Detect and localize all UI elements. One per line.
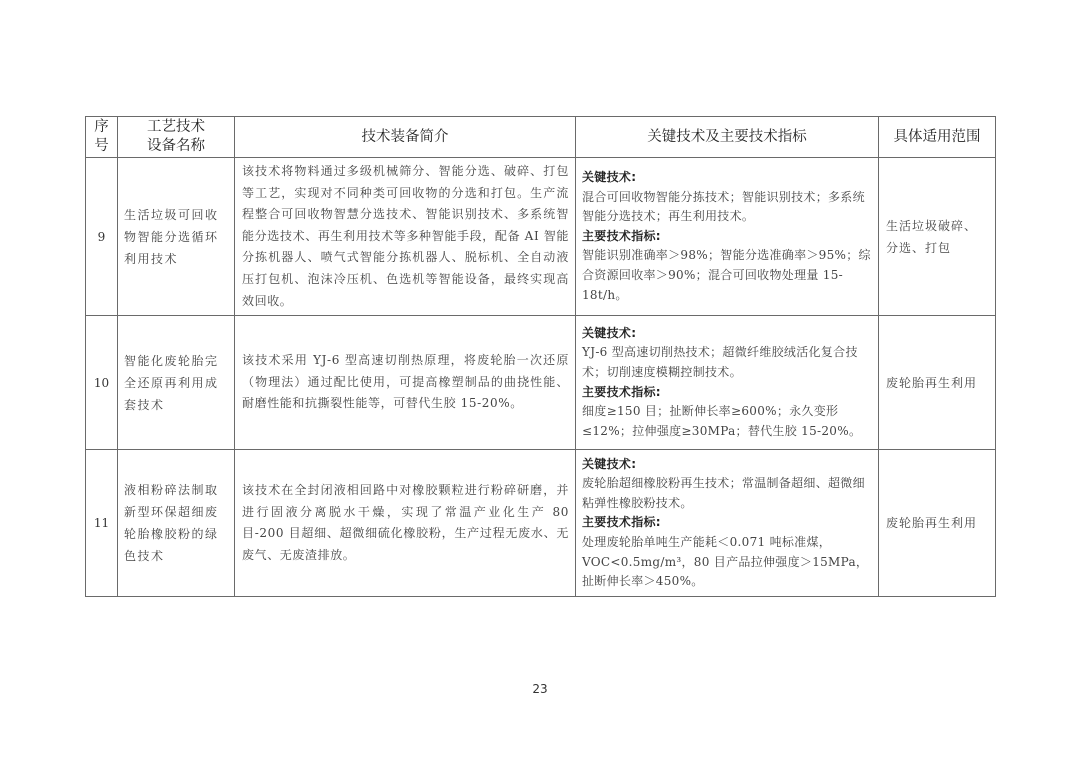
row-scope: 废轮胎再生利用	[879, 450, 996, 597]
technology-table	[85, 116, 996, 597]
row-number: 9	[86, 158, 118, 316]
row-scope: 生活垃圾破碎、分选、打包	[879, 158, 996, 316]
table-row	[86, 158, 996, 316]
key-tech-text: 混合可回收物智能分拣技术；智能识别技术；多系统智能分选技术；再生利用技术。	[582, 189, 865, 224]
key-tech-text: YJ-6 型高速切削热技术；超微纤维胶绒活化复合技术；切削速度模糊控制技术。	[582, 345, 858, 380]
metrics-text: 智能识别准确率＞98%；智能分选准确率＞95%；综合资源回收率＞90%；混合可回收物处理量 15-18t/h。	[582, 248, 871, 302]
header-key-tech: 关键技术及主要技术指标	[576, 117, 879, 158]
metrics-label: 主要技术指标:	[582, 515, 661, 530]
row-tech-name: 液相粉碎法制取新型环保超细废轮胎橡胶粉的绿色技术	[118, 450, 235, 597]
key-tech-label: 关键技术:	[582, 456, 637, 471]
page-number: 23	[532, 682, 548, 696]
key-tech-label: 关键技术:	[582, 325, 637, 340]
row-key-tech	[576, 316, 879, 450]
row-scope: 废轮胎再生利用	[879, 316, 996, 450]
row-number: 10	[86, 316, 118, 450]
key-tech-label: 关键技术:	[582, 170, 637, 184]
header-scope: 具体适用范围	[879, 117, 996, 158]
row-intro: 该技术将物料通过多级机械筛分、智能分选、破碎、打包等工艺，实现对不同种类可回收物的分选和打包。生产流程整合可回收物智慧分选技术、智能识别技术、多系统智能分选技术、再生利用技术等多种智能手段，配备 AI 智能分拣机器人、喷气式智能分拣机器人、脱标机、全自动液压打包机、泡沫冷压机、色选机等智能设备，最终实现高效回收。	[235, 158, 576, 316]
row-intro: 该技术采用 YJ-6 型高速切削热原理，将废轮胎一次还原（物理法）通过配比使用，可提高橡塑制品的曲挠性能、耐磨性能和抗撕裂性能等，可替代生胶 15-20%。	[235, 316, 576, 450]
metrics-text: 处理废轮胎单吨生产能耗＜0.071 吨标准煤，VOC<0.5mg/m³，80 目产品拉伸强度＞15MPa，扯断伸长率＞450%。	[582, 534, 869, 589]
header-number: 序 号	[86, 117, 118, 158]
row-key-tech	[576, 158, 879, 316]
table-header-row	[86, 117, 996, 158]
metrics-text: 细度≥150 目；扯断伸长率≥600%；永久变形≤12%；拉伸强度≥30MPa；替代生胶 15-20%。	[582, 404, 862, 438]
row-intro: 该技术在全封闭液相回路中对橡胶颗粒进行粉碎研磨，并进行固液分离脱水干燥，实现了常温产业化生产 80 目-200 目超细、超微细硫化橡胶粉，生产过程无废水、无废气、无废渣排放。	[235, 450, 576, 597]
table-row	[86, 316, 996, 450]
header-intro: 技术装备简介	[235, 117, 576, 158]
row-tech-name: 智能化废轮胎完全还原再利用成套技术	[118, 316, 235, 450]
header-name: 工艺技术 设备名称	[118, 117, 235, 158]
table-row	[86, 450, 996, 597]
metrics-label: 主要技术指标:	[582, 228, 661, 243]
row-tech-name: 生活垃圾可回收物智能分选循环利用技术	[118, 158, 235, 316]
metrics-label: 主要技术指标:	[582, 384, 661, 399]
row-key-tech	[576, 450, 879, 597]
key-tech-text: 废轮胎超细橡胶粉再生技术；常温制备超细、超微细粘弹性橡胶粉技术。	[582, 476, 865, 510]
row-number: 11	[86, 450, 118, 597]
